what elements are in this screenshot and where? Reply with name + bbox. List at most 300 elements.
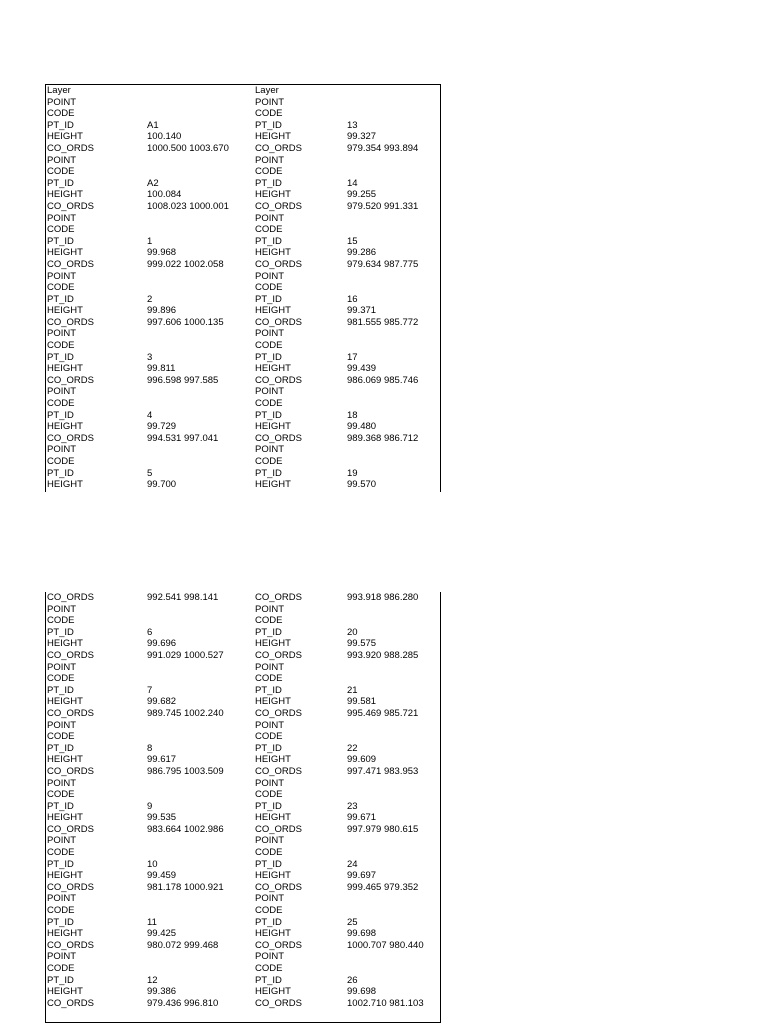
field-value-right	[346, 731, 440, 743]
field-label-right: POINT	[255, 603, 285, 615]
field-value-right	[346, 340, 440, 352]
field-value-right	[346, 662, 440, 674]
field-value-left	[146, 951, 254, 963]
field-value-right: 99.575	[347, 638, 377, 650]
table-row	[46, 847, 440, 859]
field-label-right: CO_ORDS	[255, 997, 302, 1009]
table-row	[46, 743, 440, 755]
field-label-right: HEIGHT	[255, 638, 291, 650]
field-label-right: HEIGHT	[255, 754, 291, 766]
field-label-right: CO_ORDS	[255, 765, 302, 777]
field-label-right: POINT	[255, 835, 285, 847]
field-value-left	[146, 398, 254, 410]
table-row	[46, 940, 440, 952]
field-label-right: CO_ORDS	[255, 142, 302, 154]
field-value-right: 14	[347, 177, 358, 189]
field-label-left: CODE	[47, 456, 75, 467]
field-label-right: PT_ID	[255, 916, 282, 928]
field-label-left: PT_ID	[47, 626, 74, 638]
field-value-left: 3	[147, 351, 153, 363]
field-value-right	[346, 789, 440, 801]
table-row	[46, 696, 440, 708]
field-value-right: 99.480	[347, 421, 377, 433]
field-value-right: 20	[347, 626, 358, 638]
field-label-left: PT_ID	[47, 119, 74, 131]
table-row	[46, 650, 440, 662]
field-value-left	[146, 673, 254, 685]
table-row	[46, 155, 440, 167]
field-label-left: POINT	[47, 603, 77, 615]
table-row	[46, 882, 440, 894]
table-row	[46, 421, 440, 433]
field-label-right: HEIGHT	[255, 812, 291, 824]
table-row	[46, 893, 440, 905]
field-label-right: CO_ORDS	[255, 200, 302, 212]
field-label-left: CODE	[47, 847, 75, 859]
table-row	[46, 975, 440, 987]
table-row	[46, 143, 440, 155]
field-label-left: POINT	[47, 951, 77, 963]
table-row	[46, 986, 440, 998]
field-value-right	[346, 951, 440, 963]
table-row	[46, 328, 440, 340]
field-value-right: 99.698	[347, 928, 377, 940]
field-value-left: 99.896	[147, 305, 177, 317]
field-label-left: CODE	[47, 340, 75, 352]
table-row	[46, 835, 440, 847]
field-label-right: PT_ID	[255, 467, 282, 479]
table-row	[46, 294, 440, 306]
field-label-right: HEIGHT	[255, 928, 291, 940]
field-label-right: CO_ORDS	[255, 432, 302, 444]
field-label-left: HEIGHT	[47, 870, 83, 882]
table-row	[46, 638, 440, 650]
field-label-right: HEIGHT	[255, 986, 291, 998]
field-label-left: CODE	[47, 398, 75, 410]
field-label-left: CO_ORDS	[47, 142, 94, 154]
field-value-right: 99.286	[347, 247, 377, 259]
field-value-right: 999.465 979.352	[347, 881, 419, 893]
field-label-left: POINT	[47, 386, 77, 398]
field-value-right	[346, 398, 440, 410]
field-value-left: 992.541 998.141	[147, 592, 219, 603]
field-value-right	[346, 604, 440, 616]
field-label-right: CODE	[255, 282, 283, 294]
field-label-right: CODE	[255, 340, 283, 352]
table-row	[46, 131, 440, 143]
field-label-left: CO_ORDS	[47, 258, 94, 270]
field-label-left: PT_ID	[47, 742, 74, 754]
table-row	[46, 178, 440, 190]
field-label-right: PT_ID	[255, 235, 282, 247]
field-label-right: HEIGHT	[255, 305, 291, 317]
table-row	[46, 340, 440, 352]
table-row	[46, 259, 440, 271]
field-value-right: 15	[347, 235, 358, 247]
field-label-right: CODE	[255, 166, 283, 178]
table-row	[46, 998, 440, 1010]
field-label-left: PT_ID	[47, 409, 74, 421]
field-value-right: 993.918 986.280	[347, 592, 419, 603]
field-value-right	[346, 963, 440, 975]
field-label-right: POINT	[255, 661, 285, 673]
field-label-right: PT_ID	[255, 626, 282, 638]
field-label-right: PT_ID	[255, 177, 282, 189]
field-label-left: CODE	[47, 166, 75, 178]
field-label-right: CO_ORDS	[255, 939, 302, 951]
table-row	[46, 951, 440, 963]
field-label-right: CO_ORDS	[255, 316, 302, 328]
table-row	[46, 720, 440, 732]
field-label-right: PT_ID	[255, 742, 282, 754]
field-label-left: CODE	[47, 224, 75, 236]
field-label-left: PT_ID	[47, 467, 74, 479]
field-value-left: A2	[147, 177, 159, 189]
field-label-left: HEIGHT	[47, 421, 83, 433]
field-value-left: 980.072 999.468	[147, 939, 219, 951]
field-value-left	[146, 166, 254, 178]
field-value-right: 23	[347, 800, 358, 812]
field-label-left: CO_ORDS	[47, 316, 94, 328]
table-row	[46, 120, 440, 132]
field-value-left: 11	[147, 916, 157, 928]
field-value-left: 99.682	[147, 696, 177, 708]
table-row	[46, 917, 440, 929]
table-row	[46, 236, 440, 248]
field-label-left: HEIGHT	[47, 131, 83, 143]
field-value-right	[346, 456, 440, 468]
survey-points-table-page-2	[45, 592, 441, 1023]
field-label-left: CO_ORDS	[47, 881, 94, 893]
field-label-right: CO_ORDS	[255, 707, 302, 719]
field-value-left	[146, 340, 254, 352]
field-value-right	[346, 893, 440, 905]
field-value-left: 100.140	[147, 131, 182, 143]
field-value-right	[346, 271, 440, 283]
field-value-right: 997.471 983.953	[347, 765, 419, 777]
field-label-left: CO_ORDS	[47, 592, 94, 603]
table-row	[46, 85, 440, 97]
table-row	[46, 247, 440, 259]
field-value-left	[146, 155, 254, 167]
field-value-right	[346, 224, 440, 236]
field-value-right: 22	[347, 742, 358, 754]
field-value-right: 99.371	[347, 305, 377, 317]
field-value-right: 18	[347, 409, 358, 421]
field-label-right: PT_ID	[255, 974, 282, 986]
field-label-right: CODE	[255, 224, 283, 236]
field-label-right: POINT	[255, 270, 285, 282]
field-label-right: HEIGHT	[255, 247, 291, 259]
field-value-left: 99.696	[147, 638, 177, 650]
field-value-left	[146, 847, 254, 859]
field-value-left	[146, 328, 254, 340]
field-label-left: CO_ORDS	[47, 997, 94, 1009]
field-value-left: 986.795 1003.509	[147, 765, 224, 777]
field-label-left: POINT	[47, 270, 77, 282]
field-value-right: 26	[347, 974, 358, 986]
field-value-left: 997.606 1000.135	[147, 316, 224, 328]
field-label-right: POINT	[255, 154, 285, 166]
table-row	[46, 375, 440, 387]
field-label-right: POINT	[255, 386, 285, 398]
field-value-right	[346, 213, 440, 225]
field-value-right	[346, 108, 440, 120]
field-label-left: PT_ID	[47, 974, 74, 986]
field-value-right: 979.634 987.775	[347, 258, 419, 270]
field-value-right: 17	[347, 351, 358, 363]
field-value-left: 1000.500 1003.670	[147, 142, 229, 154]
field-label-right: Layer	[255, 85, 279, 96]
field-label-right: POINT	[255, 212, 285, 224]
field-value-left: 99.729	[147, 421, 177, 433]
field-label-right: CODE	[255, 847, 283, 859]
table-row	[46, 433, 440, 445]
field-label-right: POINT	[255, 951, 285, 963]
table-row	[46, 410, 440, 422]
table-row	[46, 592, 440, 604]
field-value-right: 13	[347, 119, 358, 131]
field-value-left: 99.968	[147, 247, 177, 259]
field-value-left	[146, 835, 254, 847]
table-row	[46, 789, 440, 801]
field-label-left: POINT	[47, 96, 77, 108]
field-value-right: 99.327	[347, 131, 377, 143]
table-row	[46, 604, 440, 616]
field-value-right	[346, 444, 440, 456]
field-label-right: CO_ORDS	[255, 881, 302, 893]
field-label-left: CODE	[47, 615, 75, 627]
field-label-left: HEIGHT	[47, 189, 83, 201]
field-value-left: 99.459	[147, 870, 177, 882]
field-label-right: CODE	[255, 615, 283, 627]
table-row	[46, 444, 440, 456]
table-row	[46, 963, 440, 975]
field-label-left: CO_ORDS	[47, 707, 94, 719]
field-value-left: 9	[147, 800, 153, 812]
table-row	[46, 282, 440, 294]
field-label-left: CO_ORDS	[47, 649, 94, 661]
field-label-left: CODE	[47, 789, 75, 801]
field-label-right: POINT	[255, 893, 285, 905]
field-label-left: HEIGHT	[47, 928, 83, 940]
field-value-right	[346, 166, 440, 178]
field-value-left: 6	[147, 626, 153, 638]
table-row	[46, 662, 440, 674]
field-value-right	[346, 328, 440, 340]
field-label-right: CODE	[255, 963, 283, 974]
field-value-left: 991.029 1000.527	[147, 649, 224, 661]
field-value-left: 12	[147, 974, 158, 986]
field-value-right	[346, 97, 440, 109]
field-label-left: PT_ID	[47, 351, 74, 363]
field-value-right: 99.671	[347, 812, 377, 824]
field-label-right: HEIGHT	[255, 363, 291, 375]
field-value-right: 993.920 988.285	[347, 649, 419, 661]
field-label-right: CODE	[255, 789, 283, 801]
field-label-right: HEIGHT	[255, 131, 291, 143]
table-row	[46, 166, 440, 178]
field-label-left: HEIGHT	[47, 363, 83, 375]
field-value-left: 1008.023 1000.001	[147, 200, 229, 212]
table-row	[46, 870, 440, 882]
field-label-left: PT_ID	[47, 293, 74, 305]
table-row	[46, 905, 440, 917]
field-value-left: 2	[147, 293, 153, 305]
field-value-right	[346, 155, 440, 167]
field-label-left: PT_ID	[47, 858, 74, 870]
table-row	[46, 627, 440, 639]
field-value-left: 8	[147, 742, 153, 754]
field-label-left: HEIGHT	[47, 812, 83, 824]
field-label-right: POINT	[255, 328, 285, 340]
grid-body	[46, 85, 440, 491]
field-label-right: CODE	[255, 398, 283, 410]
field-value-right	[346, 386, 440, 398]
field-value-left: A1	[147, 119, 159, 131]
field-label-right: PT_ID	[255, 119, 282, 131]
field-value-left	[146, 789, 254, 801]
field-value-right	[346, 673, 440, 685]
table-row	[46, 731, 440, 743]
table-row	[46, 615, 440, 627]
field-value-right: 997.979 980.615	[347, 823, 419, 835]
field-value-left: 5	[147, 467, 153, 479]
field-value-left	[146, 85, 254, 97]
field-label-left: POINT	[47, 893, 77, 905]
table-row	[46, 708, 440, 720]
field-label-left: PT_ID	[47, 235, 74, 247]
field-label-right: HEIGHT	[255, 189, 291, 201]
field-value-left: 7	[147, 684, 153, 696]
field-value-right: 1000.707 980.440	[347, 939, 424, 951]
field-value-left: 981.178 1000.921	[147, 881, 224, 893]
field-label-right: CODE	[255, 731, 283, 743]
field-value-right	[346, 835, 440, 847]
table-row	[46, 224, 440, 236]
field-value-left	[146, 615, 254, 627]
table-row	[46, 766, 440, 778]
field-value-right: 979.520 991.331	[347, 200, 419, 212]
field-label-left: POINT	[47, 661, 77, 673]
field-label-left: POINT	[47, 719, 77, 731]
field-value-right: 99.581	[347, 696, 377, 708]
field-value-left: 100.084	[147, 189, 182, 201]
field-label-right: CO_ORDS	[255, 374, 302, 386]
field-value-right	[346, 282, 440, 294]
field-label-left: CODE	[47, 905, 75, 917]
table-row	[46, 859, 440, 871]
field-value-left	[146, 444, 254, 456]
field-value-right: 25	[347, 916, 358, 928]
field-value-right: 99.697	[347, 870, 377, 882]
field-label-right: CODE	[255, 108, 283, 120]
table-row	[46, 801, 440, 813]
survey-points-table-page-1	[45, 84, 441, 492]
field-label-right: PT_ID	[255, 409, 282, 421]
field-value-left	[146, 905, 254, 917]
field-value-left	[146, 720, 254, 732]
table-row	[46, 456, 440, 468]
field-label-left: CO_ORDS	[47, 374, 94, 386]
field-label-left: CODE	[47, 731, 75, 743]
field-value-left: 989.745 1002.240	[147, 707, 224, 719]
field-value-left	[146, 456, 254, 468]
field-value-right	[346, 85, 440, 97]
field-value-left: 1	[147, 235, 153, 247]
field-value-right: 99.439	[347, 363, 377, 375]
field-value-left	[146, 731, 254, 743]
field-label-left: CO_ORDS	[47, 939, 94, 951]
field-value-left: 983.664 1002.986	[147, 823, 224, 835]
table-row	[46, 271, 440, 283]
field-label-right: POINT	[255, 777, 285, 789]
field-label-right: CO_ORDS	[255, 258, 302, 270]
field-value-right: 981.555 985.772	[347, 316, 419, 328]
field-value-right	[346, 778, 440, 790]
field-label-left: HEIGHT	[47, 638, 83, 650]
field-label-left: POINT	[47, 154, 77, 166]
field-label-right: HEIGHT	[255, 421, 291, 433]
field-label-right: HEIGHT	[255, 696, 291, 708]
grid-body	[46, 592, 440, 1009]
table-row	[46, 352, 440, 364]
field-label-right: PT_ID	[255, 800, 282, 812]
field-label-left: CODE	[47, 282, 75, 294]
field-label-left: PT_ID	[47, 800, 74, 812]
table-row	[46, 468, 440, 480]
field-label-left: CODE	[47, 963, 75, 974]
field-value-left: 99.535	[147, 812, 177, 824]
field-value-left	[146, 893, 254, 905]
field-value-left: 99.425	[147, 928, 177, 940]
field-value-right: 99.570	[347, 479, 377, 491]
field-label-left: CO_ORDS	[47, 765, 94, 777]
table-row	[46, 812, 440, 824]
field-label-left: PT_ID	[47, 916, 74, 928]
table-row	[46, 754, 440, 766]
field-label-right: PT_ID	[255, 293, 282, 305]
field-value-left: 996.598 997.585	[147, 374, 219, 386]
field-value-left: 999.022 1002.058	[147, 258, 224, 270]
field-label-right: POINT	[255, 444, 285, 456]
table-row	[46, 97, 440, 109]
field-value-right: 99.609	[347, 754, 377, 766]
field-label-right: CO_ORDS	[255, 592, 302, 603]
field-value-left: 99.700	[147, 479, 177, 491]
field-label-left: CO_ORDS	[47, 823, 94, 835]
field-value-right: 21	[347, 684, 358, 696]
field-label-left: HEIGHT	[47, 986, 83, 998]
field-value-left	[146, 224, 254, 236]
field-value-left: 994.531 997.041	[147, 432, 219, 444]
field-value-right: 989.368 986.712	[347, 432, 419, 444]
field-value-left	[146, 963, 254, 975]
field-value-left: 979.436 996.810	[147, 997, 219, 1009]
field-label-left: CO_ORDS	[47, 432, 94, 444]
field-value-left	[146, 386, 254, 398]
field-value-left: 99.617	[147, 754, 177, 766]
field-value-right: 1002.710 981.103	[347, 997, 424, 1009]
field-value-right: 995.469 985.721	[347, 707, 419, 719]
field-label-left: POINT	[47, 835, 77, 847]
field-value-right	[346, 615, 440, 627]
table-row	[46, 479, 440, 491]
field-value-left	[146, 97, 254, 109]
field-value-right	[346, 847, 440, 859]
table-row	[46, 824, 440, 836]
field-value-right: 986.069 985.746	[347, 374, 419, 386]
